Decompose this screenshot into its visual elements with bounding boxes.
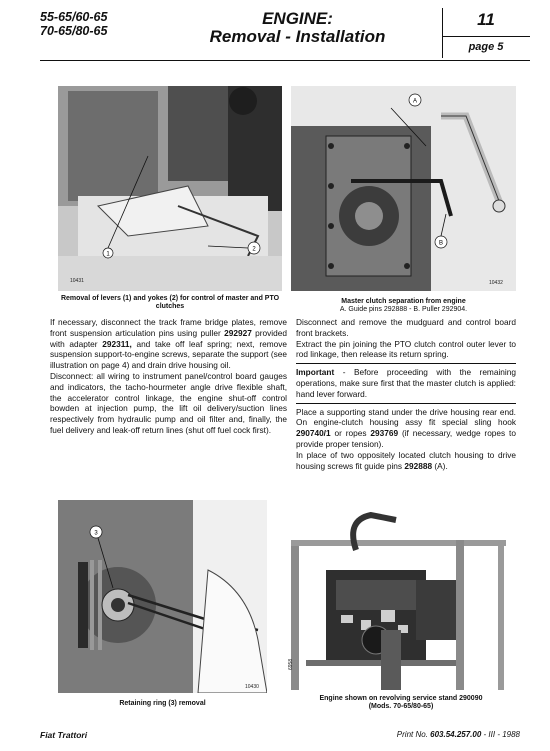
title-line-1: ENGINE: <box>262 9 333 28</box>
callout-1: 1 <box>106 251 110 258</box>
footer-print-number: Print No. 603.54.257.00 - III - 1988 <box>396 730 520 739</box>
figure-engine-stand-illustration <box>286 510 516 690</box>
figure-engine-stand <box>286 510 516 690</box>
paragraph-suspension: If necessary, disconnect the track frame bridge plates, remove front suspension articulation pins using puller 292927 provided with adapter 292311, and take off leaf spring; next, remove suspension support-to-engine screws, separate the support (see illustration on page 4) and drain drive housing oil. <box>50 317 287 371</box>
callout-b: B <box>438 240 444 247</box>
page-header <box>40 8 530 58</box>
left-column-text <box>50 317 287 436</box>
right-column-text <box>296 317 516 471</box>
paragraph-pto-pin: Extract the pin joining the PTO clutch control outer lever to rod linkage, then release its return spring. <box>296 338 516 360</box>
paragraph-guide-pins: In place of two oppositely located clutch housing to drive housing screws fit guide pins 292888 (A). <box>296 449 516 471</box>
header-rule <box>40 60 530 61</box>
callout-a: A <box>412 98 418 105</box>
text-divider <box>296 363 516 364</box>
figure-number: 10432 <box>489 280 503 286</box>
paragraph-mudguard: Disconnect and remove the mudguard and control board front brackets. <box>296 317 516 338</box>
figure-master-clutch <box>291 86 516 291</box>
text-divider <box>296 403 516 404</box>
callout-2: 2 <box>252 246 256 253</box>
models-line-1: 55-65/60-65 <box>40 10 108 24</box>
caption-engine-stand-line-1: Engine shown on revolving service stand 290090 <box>319 695 483 702</box>
caption-master-clutch-sub: A. Guide pins 292888 - B. Puller 292904. <box>339 306 468 313</box>
caption-master-clutch-title: Master clutch separation from engine <box>341 298 466 305</box>
callout-3: 3 <box>94 530 98 537</box>
header-divider-horizontal <box>442 36 530 37</box>
figure-levers-yokes <box>58 86 282 291</box>
page-number: page 5 <box>468 41 504 53</box>
figure-master-clutch-illustration <box>291 86 516 291</box>
paragraph-disconnect: Disconnect: all wiring to instrument panel/control board gauges and indicators, the tacho-hourmeter angle drive flexible shaft, the accelerator control linkage, the engine shut-off control bowden at injection pump, the lift oil delivery/suction lines respectively from hydraulic pump and oil filter and, finally, the fuel delivery and leak-off return lines (shut off fuel cock first). <box>50 370 287 435</box>
figure-retaining-ring <box>58 500 267 693</box>
caption-engine-stand <box>286 695 516 711</box>
footer-brand: Fiat Trattori <box>40 730 88 740</box>
paragraph-stand: Place a supporting stand under the drive housing rear end. On engine-clutch housing assy fit special sling hook 290740/1 or ropes 293769 (if necessary, wedge ropes to provide proper tension). <box>296 406 516 449</box>
paragraph-important: Important - Before proceeding with the remaining operations, make sure first that the master clutch is applied: hand lever forward. <box>296 367 516 399</box>
page-title <box>190 10 405 46</box>
figure-number: 10430 <box>245 684 259 690</box>
figure-number: 6958 <box>288 658 294 670</box>
models-line-2: 70-65/80-65 <box>40 24 108 38</box>
title-line-2: Removal - Installation <box>209 27 386 46</box>
caption-master-clutch <box>291 298 516 314</box>
figure-retaining-ring-illustration <box>58 500 267 693</box>
figure-number: 10431 <box>70 278 84 284</box>
model-numbers <box>40 10 107 38</box>
chapter-number: 11 <box>477 10 495 29</box>
figure-levers-yokes-illustration <box>58 86 282 291</box>
caption-engine-stand-line-2: (Mods. 70-65/80-65) <box>368 703 434 710</box>
caption-levers-yokes: Removal of levers (1) and yokes (2) for control of master and PTO clutches <box>60 295 280 310</box>
caption-retaining-ring: Retaining ring (3) removal <box>119 700 206 707</box>
